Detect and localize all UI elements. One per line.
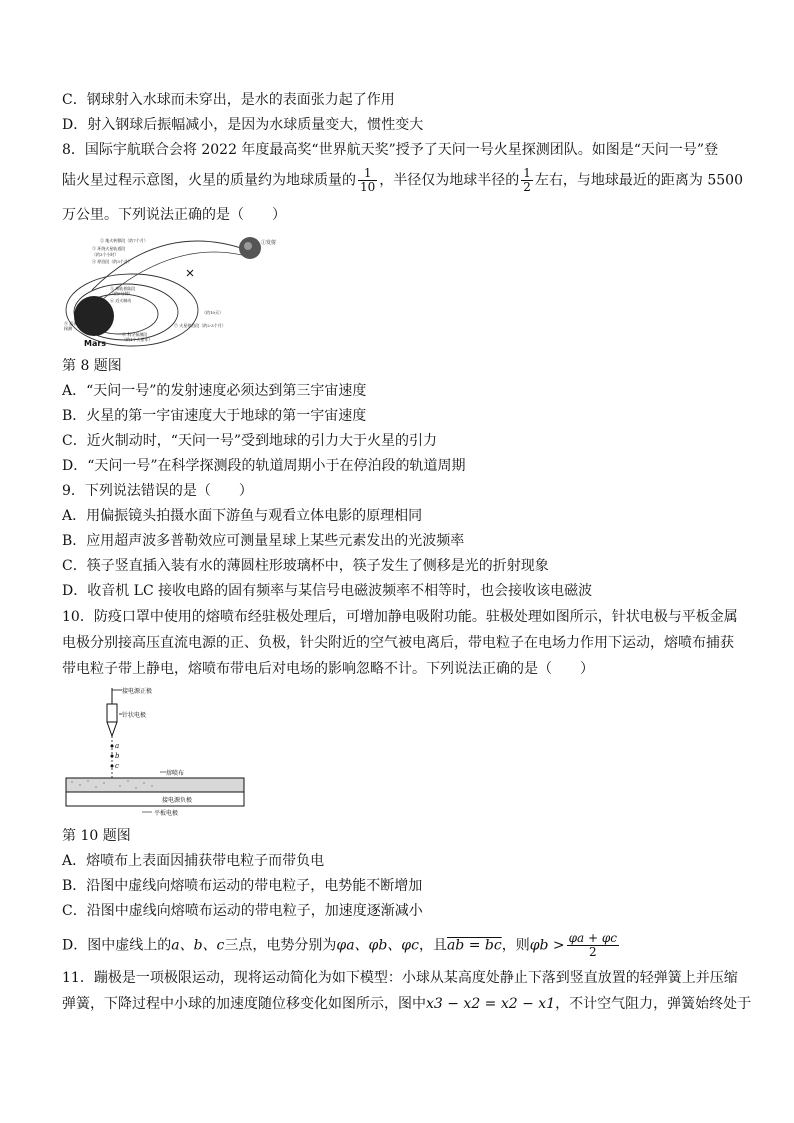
- q7-option-d: D．射入钢球后振幅减小，是因为水球质量变大，惯性变大: [62, 117, 424, 133]
- label-negative-terminal: 接电源负极: [162, 797, 193, 804]
- q8-option-c: C．近火制动时，“天问一号”受到地球的引力大于火星的引力: [62, 433, 438, 449]
- svg-text:⑦ 火星停泊段（约2-3个月）: ⑦ 火星停泊段（约2-3个月）: [174, 323, 226, 328]
- q10-option-b: B．沿图中虚线向熔喷布运动的带电粒子，电势能不断增加: [62, 878, 423, 894]
- q11-stem-line2: 弹簧，下降过程中小球的加速度随位移变化如图所示，图中x3 − x2 = x2 − x1，不计空气阻力，弹簧始终处于: [62, 996, 752, 1012]
- svg-text:c: c: [115, 762, 119, 770]
- q9-stem: 9．下列说法错误的是（ ）: [62, 483, 253, 499]
- q7-option-c: C．钢球射入水球而未穿出，是水的表面张力起了作用: [62, 92, 395, 108]
- svg-text:⑥ 近火制动: ⑥ 近火制动: [110, 298, 132, 303]
- meltblown-cloth: [66, 778, 244, 792]
- point-c: [111, 765, 114, 768]
- q8-stem-line1: 8．国际宇航联合会将 2022 年度最高奖“世界航天奖”授予了天问一号火星探测团队。如图是“天问一号”登: [62, 142, 719, 158]
- mars-landing-diagram: [62, 230, 277, 350]
- q9-option-d: D．收音机 LC 接收电路的固有频率与某信号电磁波频率不相等时，也会接收该电磁波: [62, 583, 593, 599]
- svg-text:⑧ 科学探测段: ⑧ 科学探测段: [122, 332, 148, 337]
- probe-mark-icon: [187, 270, 193, 276]
- q11-stem-line1: 11．蹦极是一项极限运动，现将运动简化为如下模型：小球从某高度处静止下落到竖直放置的轻弹簧上并压缩: [62, 970, 738, 986]
- svg-text:⑨ 巡视: ⑨ 巡视: [64, 321, 78, 326]
- point-a: [111, 745, 114, 748]
- q9-option-c: C．筷子竖直插入装有水的薄圆柱形玻璃杯中，筷子发生了侧移是光的折射现象: [62, 558, 549, 574]
- q10-stem-line1: 10．防疫口罩中使用的熔喷布经驻极处理后，可增加静电吸附功能。驻极处理如图所示，针状电极与平板金属: [62, 609, 738, 625]
- svg-text:③ 环绕火星轨道段: ③ 环绕火星轨道段: [92, 246, 126, 251]
- q8-stem-line3: 万公里。下列说法正确的是（ ）: [62, 207, 286, 223]
- point-b: [111, 755, 114, 758]
- q10-stem-line3: 带电粒子带上静电，熔喷布带电后对电场的影响忽略不计。下列说法正确的是（ ）: [62, 661, 594, 677]
- q10-option-d: D．图中虚线上的a、b、c三点，电势分别为φa、φb、φc，且ab = bc，则φb > $\frac{\varphi a + \varphi c}{2}$: [62, 931, 618, 959]
- q8-option-a: A．“天问一号”的发射速度必须达到第三宇宙速度: [62, 383, 367, 399]
- q8-option-b: B．火星的第一宇宙速度大于地球的第一宇宙速度: [62, 408, 367, 424]
- svg-text:（约9分钟）: （约9分钟）: [110, 291, 133, 296]
- svg-text:（约10天）: （约10天）: [202, 310, 224, 315]
- q10-figure-caption: 第 10 题图: [62, 828, 131, 844]
- electret-diagram: [62, 684, 252, 822]
- label-needle-electrode: 针状电极: [122, 712, 147, 719]
- svg-text:④ 停泊段（约3个月）: ④ 停泊段（约3个月）: [92, 259, 132, 264]
- svg-text:a: a: [115, 742, 120, 750]
- fraction-phi-average: $\frac{\varphi a + \varphi c}{2}$: [568, 931, 618, 959]
- q8-option-d: D．“天问一号”在科学探测段的轨道周期小于在停泊段的轨道周期: [62, 458, 466, 474]
- mars-label: Mars: [84, 339, 107, 348]
- q10-stem-line2: 电极分别接高压直流电源的正、负极，针尖附近的空气被电离后，带电粒子在电场力作用下运动，熔喷布捕获: [62, 635, 734, 651]
- svg-text:⑤ 离轨着陆段: ⑤ 离轨着陆段: [110, 286, 136, 291]
- svg-text:b: b: [115, 752, 120, 760]
- label-positive-terminal: 接电源正极: [122, 688, 153, 695]
- svg-text:② 地火转移段（约7个月）: ② 地火转移段（约7个月）: [100, 238, 148, 243]
- q8-figure-caption: 第 8 题图: [62, 358, 122, 374]
- earth-label: ①发射: [261, 240, 277, 246]
- label-meltblown-cloth: 熔喷布: [166, 770, 185, 777]
- mars-planet: [74, 296, 114, 336]
- fraction-one-half: $\frac{1}{2}$: [523, 166, 531, 194]
- q9-option-a: A．用偏振镜头拍摄水面下游鱼与观看立体电影的原理相同: [62, 508, 423, 524]
- q10-option-c: C．沿图中虚线向熔喷布运动的带电粒子，加速度逐渐减小: [62, 903, 423, 919]
- svg-text:（约3个小时）: （约3个小时）: [92, 252, 119, 257]
- q9-option-b: B．应用超声波多普勒效应可测量星球上某些元素发出的光波频率: [62, 533, 465, 549]
- svg-text:探测: 探测: [64, 326, 72, 331]
- svg-text:（约1个火星年）: （约1个火星年）: [122, 337, 153, 342]
- fraction-one-tenth: $\frac{1}{10}$: [360, 166, 376, 194]
- needle-tip: [107, 722, 117, 736]
- q10-option-a: A．熔喷布上表面因捕获带电粒子而带负电: [62, 853, 325, 869]
- label-plate-electrode: 平板电极: [154, 810, 179, 817]
- q8-stem-line2: 陆火星过程示意图，火星的质量约为地球质量的 $\frac{1}{10}$ ，半径仅为地球半径的 $\frac{1}{2}$ 左右，与地球最近的距离为 5500: [62, 166, 744, 194]
- needle-electrode-body: [107, 704, 117, 722]
- plate-electrode: [66, 792, 244, 806]
